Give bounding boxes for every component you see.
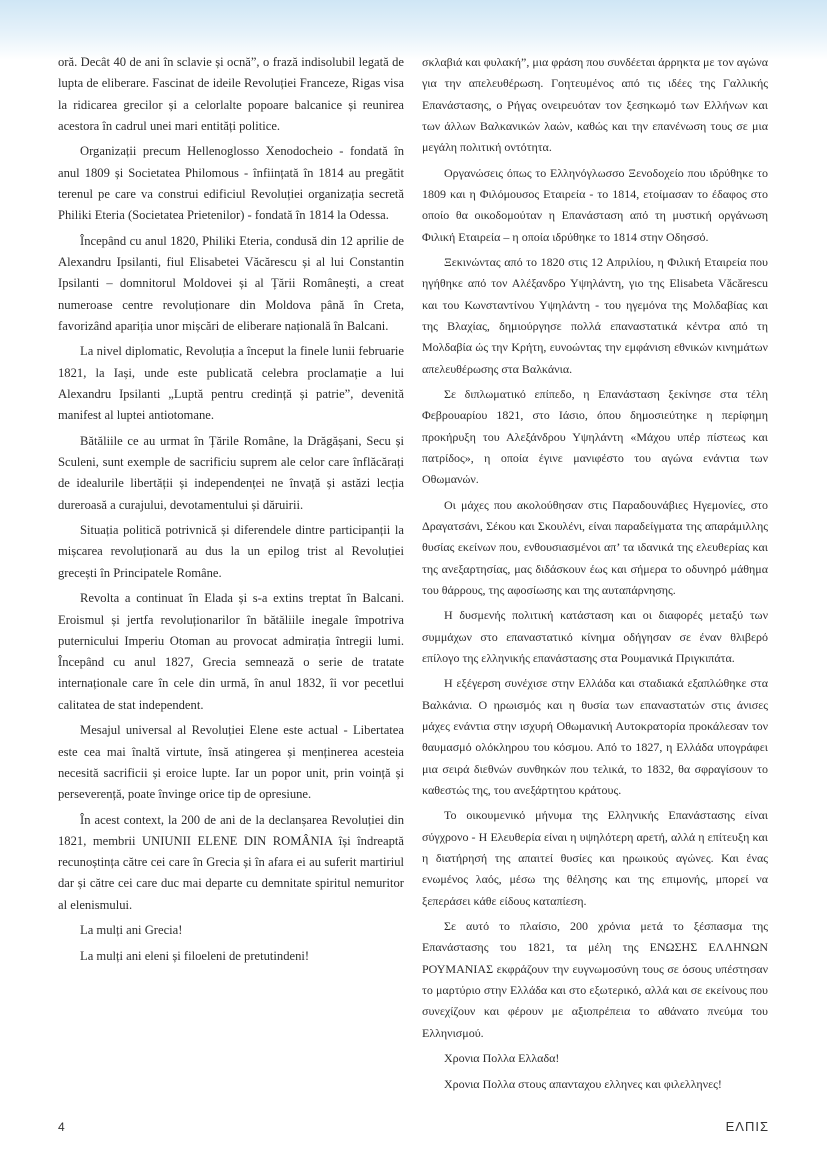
closing-line: La mulți ani Grecia! bbox=[80, 923, 183, 938]
closing-line: Χρονια Πολλα στους απανταχου ελληνες και φιλελληνες! bbox=[444, 1076, 722, 1091]
paragraph: Η εξέγερση συνέχισε στην Ελλάδα και σταδιακά εξαπλώθηκε στα Βαλκάνια. Ο ηρωισμός και η θυσία των επαναστατών στις άνισες μάχες ενάντια στην ισχυρή Οθωμανική Αυτοκρατορία προκάλεσαν τον θαυμασμό ολόκληρου του κόσμου. Από το 1827, η Ελλάδα υπογράφει μια σειρά διεθνών συνθηκών που τελικά, το 1832, θα σφραγίσουν το καθεστώς της, του ανεξάρτητου κράτους. bbox=[422, 676, 768, 797]
paragraph: Οι μάχες που ακολούθησαν στις Παραδουνάβιες Ηγεμονίες, στο Δραγατσάνι, Σέκου και Σκουλένι, είναι παραδείγματα της απαράμιλλης θυσίας εκείνων που, ενθουσιασμένοι απ’ τα ιδανικά της ελευθερίας και της ανεξαρτησίας, μας διδάσκουν έως και σήμερα το οδυνηρό μάθημα του θάρρους, της αφοσίωσης και της αυταπάρνησης. bbox=[422, 497, 768, 597]
paragraph: Organizații precum Hellenoglosso Xenodocheio - fondată în anul 1809 și Societatea Philomous - înființată în 1814 au pregătit terenul pe care va construi edificiul Revoluției organizația secretă Philiki Eteria (Societatea Prietenilor) - fondată în 1814 la Odessa. bbox=[58, 144, 404, 223]
left-column-romanian bbox=[58, 52, 404, 971]
top-gradient-band bbox=[0, 0, 827, 60]
paragraph: Începând cu anul 1820, Philiki Eteria, condusă din 12 aprilie de Alexandru Ipsilanti, fiul Elisabetei Văcărescu și al lui Constantin Ipsilanti – domnitorul Moldovei și al Țării Românești, a creat numeroase centre revoluționare din Moldova până în Creta, favorizând apariția unor mișcări de eliberare națională în Balcani. bbox=[58, 233, 404, 333]
paragraph: oră. Decât 40 de ani în sclavie și ocnă”, o frază indisolubil legată de lupta de eliberare. Fascinat de ideile Revoluției Franceze, Rigas visa la ridicarea grecilor și a celorlalte popoare balcanice și reunirea acestora în cadrul unei mari entități politice. bbox=[58, 55, 404, 133]
closing-line: La mulți ani eleni și filoeleni de pretutindeni! bbox=[80, 948, 310, 963]
right-column-greek bbox=[422, 52, 768, 1099]
paragraph: Σε διπλωματικό επίπεδο, η Επανάσταση ξεκίνησε στα τέλη Φεβρουαρίου 1821, στο Ιάσιο, όπου δημοσιεύτηκε η περίφημη προκήρυξη του Αλεξάνδρου Υψηλάντη «Μάχου υπέρ πίστεως και πατρίδος», η οποία έγινε μανιφέστο του αγώνα ενάντια των Οθωμανών. bbox=[422, 387, 768, 487]
paragraph: Οργανώσεις όπως το Ελληνόγλωσσο Ξενοδοχείο που ιδρύθηκε το 1809 και η Φιλόμουσος Εταιρεία - το 1814, ετοίμασαν το έδαφος στο οποίο θα οικοδομούταν η Επανάσταση από τη μυστική οργάνωση Φιλική Εταιρεία – η οποία ιδρύθηκε το 1814 στην Οδησσό. bbox=[422, 165, 768, 244]
paragraph: Ξεκινώντας από το 1820 στις 12 Απριλίου, η Φιλική Εταιρεία που ηγήθηκε από τον Αλέξανδρο Υψηλάντη, γιο της Elisabeta Văcărescu και του Κωνσταντίνου Υψηλάντη - του ηγεμόνα της Μολδαβίας και της Βλαχίας, δημιούργησε πολλά επαναστατικά κέντρα από τη Μολδαβία ώς την Κρήτη, ευνοώντας την εμφάνιση εθνικών κινημάτων απελευθέρωσης στα Βαλκάνια. bbox=[422, 255, 768, 376]
paragraph: Η δυσμενής πολιτική κατάσταση και οι διαφορές μεταξύ των συμμάχων στο επαναστατικό κίνημα οδήγησαν σε έναν θλιβερό επίλογο της ελληνικής επανάστασης στα Ρουμανικά Πριγκιπάτα. bbox=[422, 608, 768, 665]
page-number: 4 bbox=[58, 1120, 65, 1134]
closing-line: Χρονια Πολλα Ελλαδα! bbox=[444, 1051, 560, 1066]
paragraph: Bătăliile ce au urmat în Țările Române, la Drăgășani, Secu și Sculeni, sunt exemple de sacrificiu suprem ale celor care înflăcărați de idealurile libertății și independenței ne învață și astăzi lecția dureroasă a curajului, devotamentului și dăruirii. bbox=[58, 433, 404, 512]
magazine-title: ΕΛΠΙΣ bbox=[725, 1119, 769, 1134]
paragraph: σκλαβιά και φυλακή”, μια φράση που συνδέεται άρρηκτα με τον αγώνα για την απελευθέρωση. Γοητευμένος από τις ιδέες της Γαλλικής Επανάστασης, ο Ρήγας ονειρευόταν τον ξεσηκωμό των Ελλήνων και των άλλων Βαλκανικών λαών, καθώς και την επανένωση τους σε μια μεγάλη πολιτική οντότητα. bbox=[422, 55, 768, 155]
paragraph: La nivel diplomatic, Revoluția a început la finele lunii februarie 1821, la Iași, unde este publicată celebra proclamație a lui Alexandru Ipsilanti „Luptă pentru credință și patrie”, devenită manifest al luptei antiotomane. bbox=[58, 344, 404, 423]
paragraph: Situația politică potrivnică și diferendele dintre participanții la mișcarea revoluționară au dus la un epilog trist al Revoluției grecești în Principatele Române. bbox=[58, 523, 404, 580]
paragraph: Σε αυτό το πλαίσιο, 200 χρόνια μετά το ξέσπασμα της Επανάστασης του 1821, τα μέλη της ΕΝΩΣΗΣ ΕΛΛΗΝΩΝ ΡΟΥΜΑΝΙΑΣ εκφράζουν την ευγνωμοσύνη τους σε όσους υπέστησαν το μαρτύριο στην Ελλάδα και στο εξωτερικό, αλλά και σε εκείνους που συνεχίζουν και φέρουν με αξιοπρέπεια το αθάνατο πνεύμα του Ελληνισμού. bbox=[422, 919, 768, 1040]
paragraph: Mesajul universal al Revoluției Elene este actual - Libertatea este cea mai înaltă virtute, însă atingerea și menținerea acesteia necesită sacrificii și eroice lupte. Iar un popor unit, prin voință și perseverență, poate învinge orice tip de opresiune. bbox=[58, 723, 404, 802]
paragraph: În acest context, la 200 de ani de la declanșarea Revoluției din 1821, membrii UNIUNII ELENE DIN ROMÂNIA își îndreaptă recunoștința către cei care în Grecia și în afara ei au suferit martiriul dar și către cei care duc mai departe cu demnitate spiritul nemuritor al elenismului. bbox=[58, 812, 404, 912]
paragraph: Το οικουμενικό μήνυμα της Ελληνικής Επανάστασης είναι σύγχρονο - Η Ελευθερία είναι η υψηλότερη αρετή, αλλά η επίτευξη και η διατήρησή της απαιτεί θυσίες και ηρωικούς αγώνες. Και ένας ενωμένος λαός, μέσω της θέλησης και της επιμονής, μπορεί να ξεπεράσει κάθε είδους καταπίεση. bbox=[422, 808, 768, 908]
paragraph: Revolta a continuat în Elada și s-a extins treptat în Balcani. Eroismul și jertfa revoluționarilor în bătăliile inegale împotriva puternicului Imperiu Otoman au provocat admirația întregii lumi. Începând cu anul 1827, Grecia semnează o serie de tratate internaționale care în cele din urmă, în anul 1832, îi vor pecetlui calitatea de stat independent. bbox=[58, 591, 404, 712]
